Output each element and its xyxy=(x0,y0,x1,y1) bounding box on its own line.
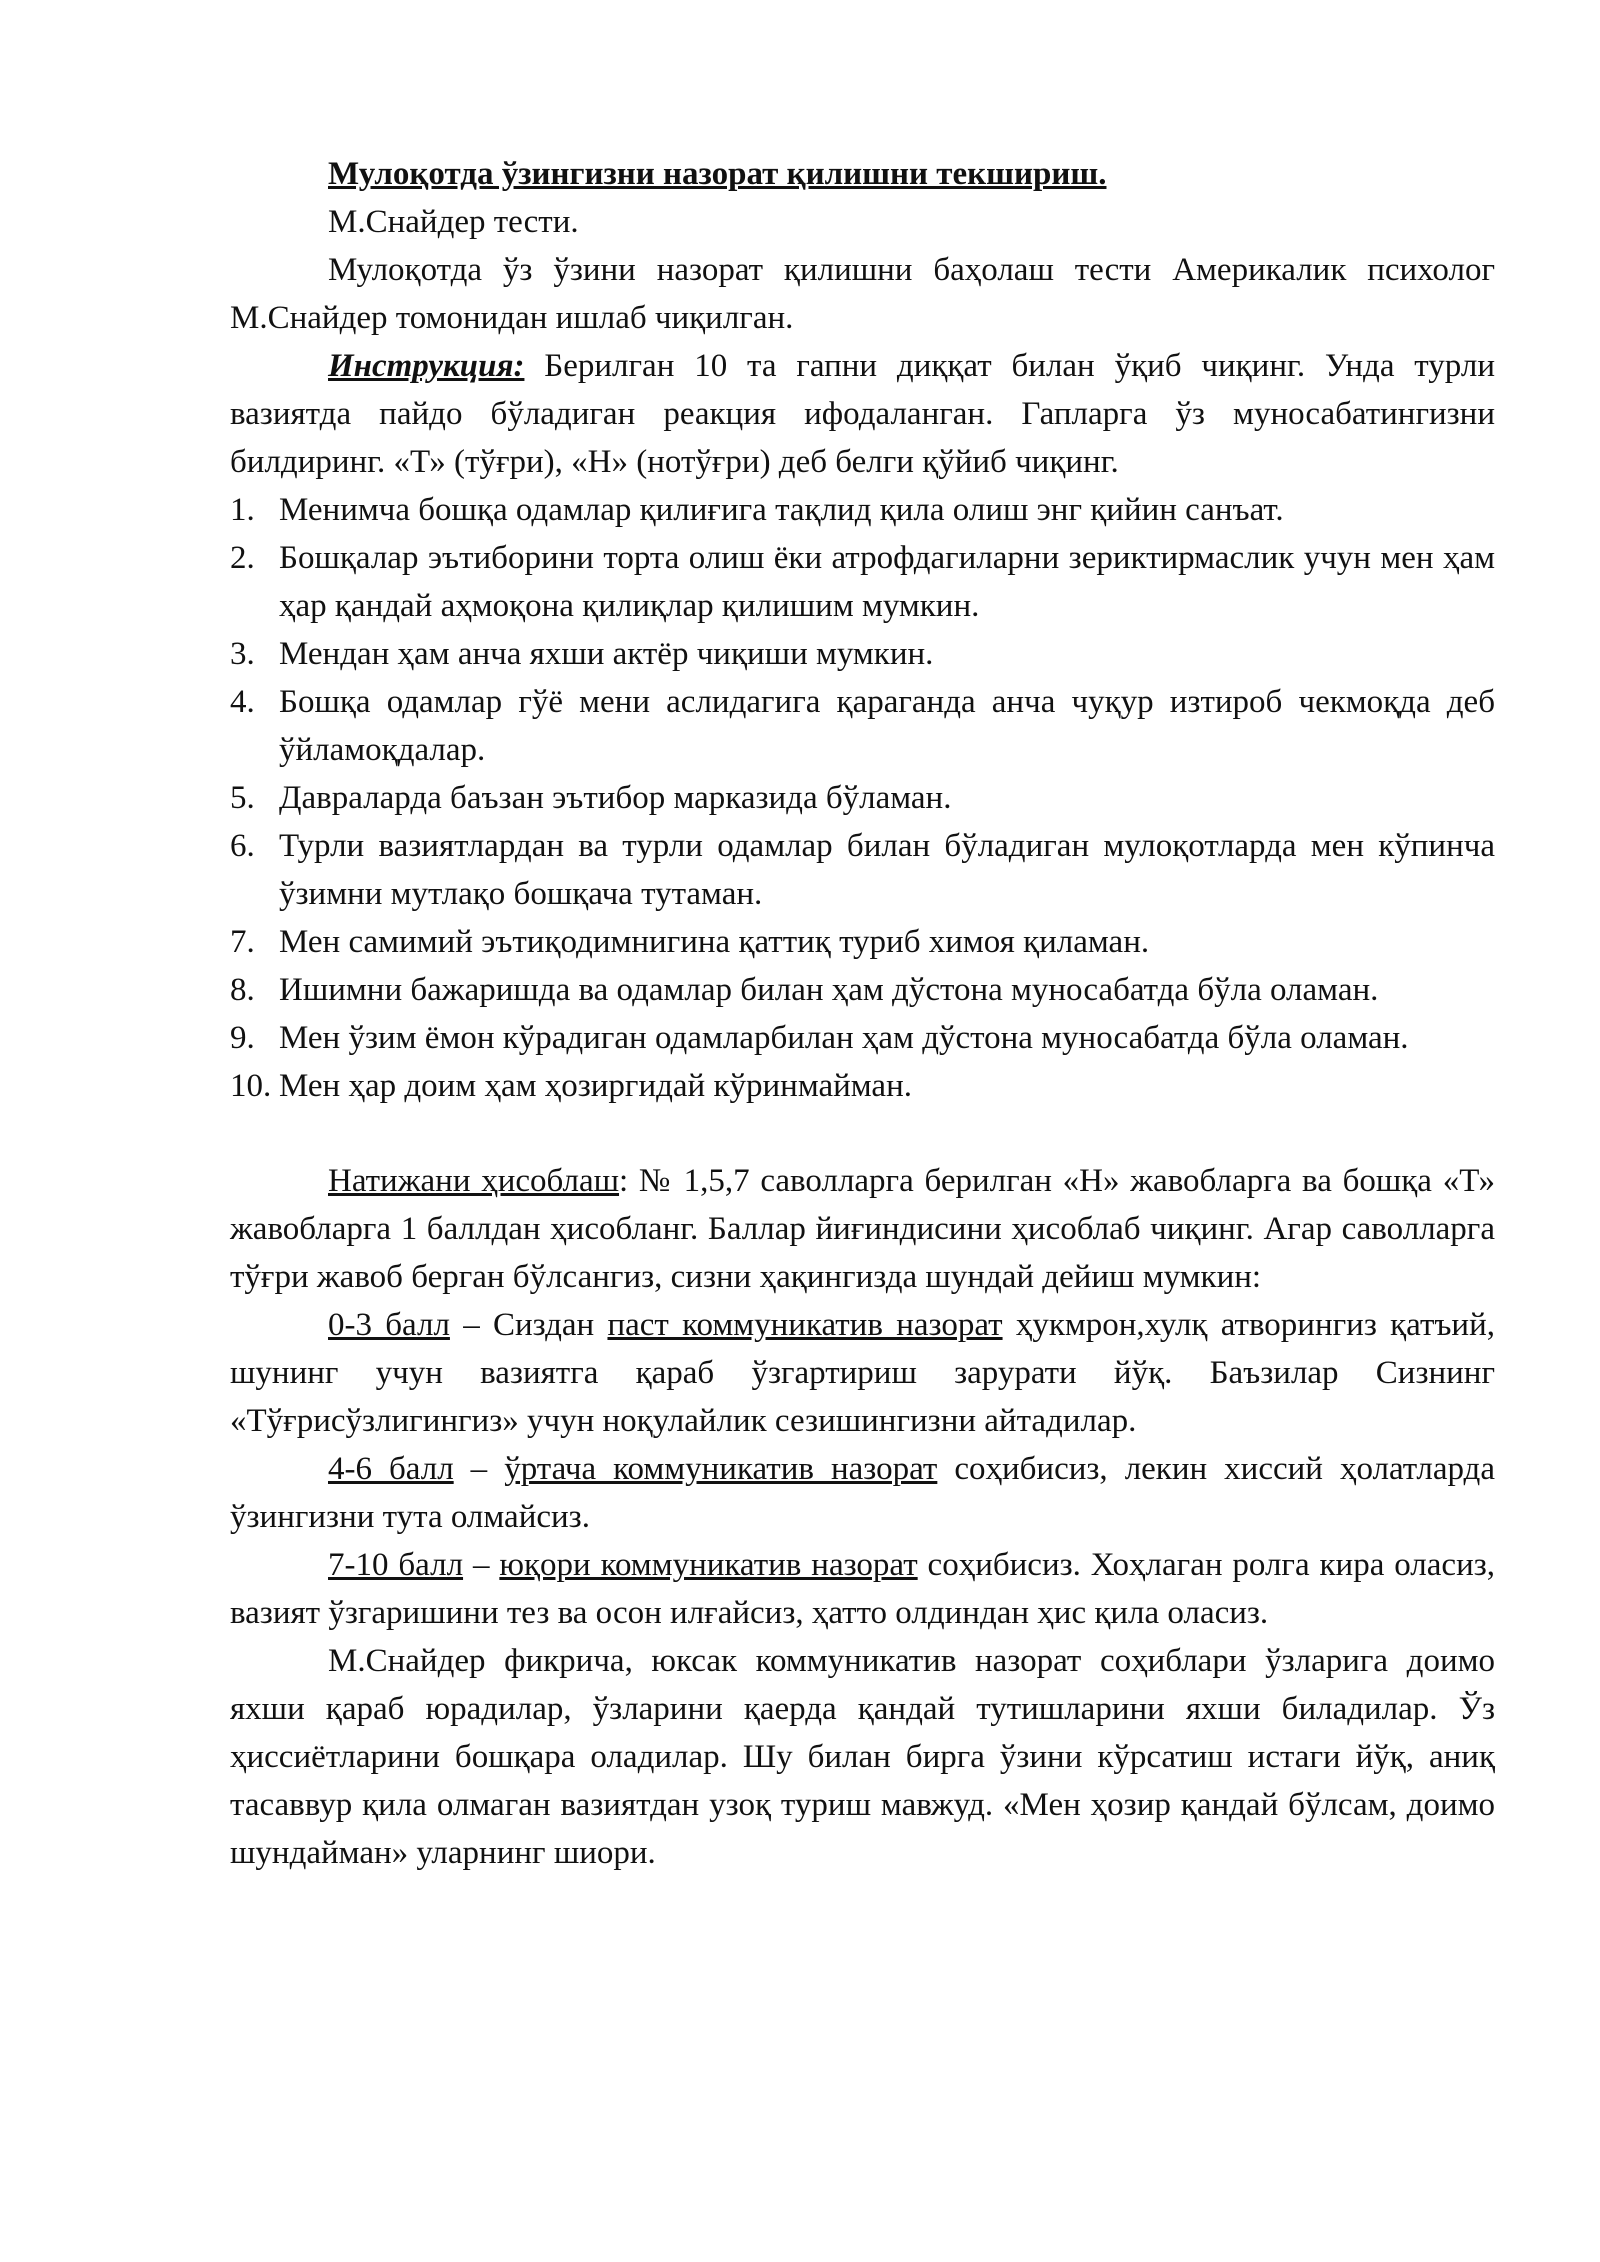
results-label: Натижани ҳисоблаш xyxy=(328,1163,620,1199)
item-text: Мен самимий эътиқодимнигина қаттиқ туриб химоя қиламан. xyxy=(279,924,1150,960)
score-range: 7-10 балл xyxy=(328,1547,464,1583)
item-number: 9. xyxy=(230,1020,255,1056)
list-item xyxy=(230,1014,1495,1062)
results-text: : № 1,5,7 саволларга берилган «Н» жавобларга ва бошқа «Т» жавобларга 1 баллдан ҳисобланг. Баллар йиғиндисини ҳисоблаб чиқинг. Агар саволларга тўғри жавоб берган бўлсангиз, сизни ҳақингизда шундай дейиш мумкин: xyxy=(230,1163,1495,1295)
list-item xyxy=(230,822,1495,918)
list-item xyxy=(230,774,1495,822)
list-item xyxy=(230,486,1495,534)
item-number: 5. xyxy=(230,780,255,816)
score-high-paragraph xyxy=(230,1541,1495,1637)
paragraph-gap xyxy=(230,1110,1495,1157)
document-page xyxy=(230,150,1495,1877)
item-text: Мен ўзим ёмон кўрадиган одамларбилан ҳам дўстона муносабатда бўла оламан. xyxy=(279,1020,1409,1056)
item-text: Давраларда баъзан эътибор марказида бўламан. xyxy=(279,780,952,816)
document-subtitle: М.Снайдер тести. xyxy=(328,204,579,240)
item-text: Менимча бошқа одамлар қилиғига тақлид қила олиш энг қийин санъат. xyxy=(279,492,1284,528)
list-item xyxy=(230,1062,1495,1110)
item-number: 2. xyxy=(230,540,255,576)
score-text: соҳибисиз. Хоҳлаган ролга кира оласиз, вазият ўзгаришини тез ва осон илғайсиз, ҳатто олдиндан ҳис қила оласиз. xyxy=(230,1547,1496,1631)
item-text: Ишимни бажаришда ва одамлар билан ҳам дўстона муносабатда бўла оламан. xyxy=(279,972,1379,1008)
score-text: ҳукмрон,хулқ атворингиз қатъий, шунинг учун вазиятга қараб ўзгартириш зарурати йўқ. Баъзилар Сизнинг «Тўғрисўзлигингиз» учун ноқулайлик сезишингизни айтадилар. xyxy=(230,1307,1496,1439)
statement-list xyxy=(230,486,1495,1110)
score-dash: – Сиздан xyxy=(449,1307,608,1343)
item-number: 1. xyxy=(230,492,255,528)
item-text: Бошқа одамлар гўё мени аслидагига қараганда анча чуқур изтироб чекмоқда деб ўйламоқдалар. xyxy=(279,684,1495,768)
item-text: Бошқалар эътиборини торта олиш ёки атрофдагиларни зериктирмаслик учун мен ҳам ҳар қандай аҳмоқона қилиқлар қилишим мумкин. xyxy=(279,540,1495,624)
item-text: Мен ҳар доим ҳам ҳозиргидай кўринмайман. xyxy=(279,1068,912,1104)
score-level: паст коммуникатив назорат xyxy=(607,1307,1003,1343)
list-item xyxy=(230,918,1495,966)
score-dash: – xyxy=(453,1451,505,1487)
score-level: ўртача коммуникатив назорат xyxy=(504,1451,938,1487)
item-number: 10. xyxy=(230,1068,272,1104)
item-number: 3. xyxy=(230,636,255,672)
score-level: юқори коммуникатив назорат xyxy=(499,1547,918,1583)
score-dash: – xyxy=(463,1547,500,1583)
document-title xyxy=(230,150,1495,198)
score-range: 4-6 балл xyxy=(328,1451,454,1487)
score-text: соҳибисиз, лекин хиссий ҳолатларда ўзингизни тута олмайсиз. xyxy=(230,1451,1495,1535)
score-low-paragraph xyxy=(230,1301,1495,1445)
item-number: 7. xyxy=(230,924,255,960)
score-range: 0-3 балл xyxy=(328,1307,450,1343)
instruction-label: Инструкция: xyxy=(328,348,525,384)
list-item xyxy=(230,966,1495,1014)
item-number: 4. xyxy=(230,684,255,720)
list-item xyxy=(230,630,1495,678)
intro-paragraph: Мулоқотда ўз ўзини назорат қилишни баҳолаш тести Америкалик психолог М.Снайдер томонидан ишлаб чиқилган. xyxy=(230,252,1495,336)
list-item xyxy=(230,678,1495,774)
item-text: Турли вазиятлардан ва турли одамлар билан бўладиган мулоқотларда мен кўпинча ўзимни мутлақо бошқача тутаман. xyxy=(279,828,1495,912)
instruction-paragraph xyxy=(230,342,1495,486)
instruction-text: Берилган 10 та гапни диққат билан ўқиб чиқинг. Унда турли вазиятда пайдо бўладиган реакция ифодаланган. Гапларга ўз муносабатингизни билдиринг. «Т» (тўғри), «Н» (нотўғри) деб белги қўйиб чиқинг. xyxy=(230,348,1495,480)
item-number: 6. xyxy=(230,828,255,864)
conclusion-paragraph: М.Снайдер фикрича, юксак коммуникатив назорат соҳиблари ўзларига доимо яхши қараб юрадилар, ўзларини қаерда қандай тутишларини яхши биладилар. Ўз ҳиссиётларини бошқара оладилар. Шу билан бирга ўзини кўрсатиш истаги йўқ, аниқ тасаввур қила олмаган вазиятдан узоқ туриш мавжуд. «Мен ҳозир қандай бўлсам, доимо шундайман» уларнинг шиори. xyxy=(230,1643,1495,1871)
score-mid-paragraph xyxy=(230,1445,1495,1541)
item-number: 8. xyxy=(230,972,255,1008)
title-text: Мулоқотда ўзингизни назорат қилишни текшириш. xyxy=(328,156,1107,192)
item-text: Мендан ҳам анча яхши актёр чиқиши мумкин. xyxy=(279,636,934,672)
list-item xyxy=(230,534,1495,630)
results-paragraph xyxy=(230,1157,1495,1301)
